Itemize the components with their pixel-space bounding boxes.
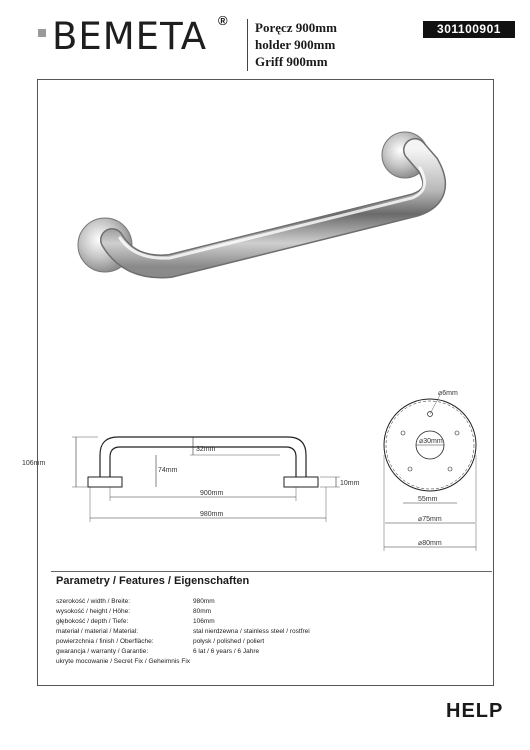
dim-inner-dia: ⌀30mm [419, 438, 443, 445]
section-divider [51, 571, 492, 572]
dim-width-inner: 900mm [200, 490, 224, 497]
param-value: 106mm [193, 618, 215, 625]
dim-spacing: 55mm [418, 496, 438, 503]
registered-mark: ® [218, 13, 228, 28]
help-logo: HELP [446, 700, 504, 722]
dim-hole: ⌀6mm [438, 390, 458, 397]
dim-height-total: 106mm [22, 460, 46, 467]
param-value: 80mm [193, 608, 212, 615]
dim-width-outer: 980mm [200, 511, 224, 518]
param-value: 6 lat / 6 years / 6 Jahre [193, 648, 260, 655]
dim-dia-75: ⌀75mm [418, 516, 442, 523]
param-value: połysk / polished / poliert [193, 638, 265, 645]
param-label: głębokość / depth / Tiefe: [56, 618, 129, 625]
param-label: szerokość / width / Breite: [56, 598, 131, 605]
dim-base-height: 10mm [340, 480, 360, 487]
dim-depth-gap: 32mm [196, 446, 216, 453]
param-label: wysokość / height / Höhe: [56, 608, 131, 615]
title-separator [247, 19, 248, 71]
product-code-badge: 301100901 [423, 21, 515, 38]
param-label: ukryte mocowanie / Secret Fix / Geheimnis Fix [56, 658, 191, 665]
logo-square-icon [38, 29, 46, 37]
dim-height-inner: 74mm [158, 467, 178, 474]
product-title-en: holder 900mm [255, 37, 336, 52]
product-title-pl: Poręcz 900mm [255, 20, 337, 35]
product-title-de: Griff 900mm [255, 54, 328, 69]
side-view-drawing [22, 425, 360, 540]
params-heading: Parametry / Features / Eigenschaften [56, 575, 250, 587]
param-label: materiał / material / Material: [56, 628, 138, 635]
grab-bar-photo [60, 110, 480, 300]
param-label: powierzchnia / finish / Oberfläche: [56, 638, 154, 645]
brand-logo: BEMETA [52, 15, 208, 58]
param-label: gwarancja / warranty / Garantie: [56, 648, 149, 655]
front-view-drawing [370, 385, 490, 560]
param-value: stal nierdzewna / stainless steel / rostfrei [193, 628, 310, 635]
dim-dia-80: ⌀80mm [418, 540, 442, 547]
param-value: 980mm [193, 598, 215, 605]
